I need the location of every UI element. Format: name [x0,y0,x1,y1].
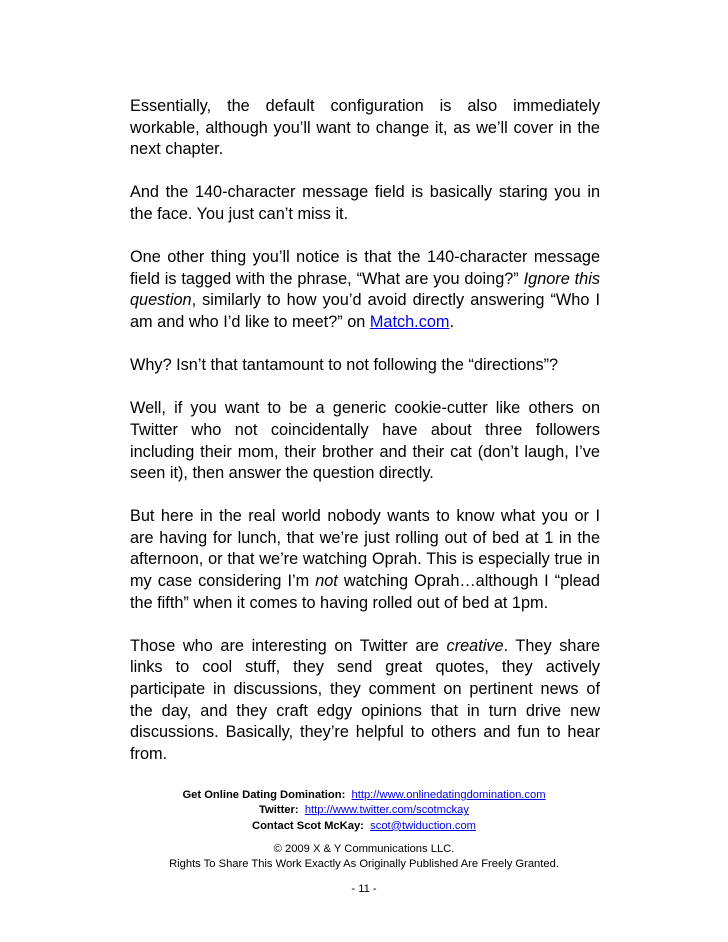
footer-twitter-label: Twitter: [259,804,299,817]
paragraph-6-emphasis: not [315,572,338,591]
footer-contact-line [0,819,728,834]
footer-twitter-line [0,803,728,818]
footer-promo-line [0,788,728,803]
paragraph-7-emphasis: creative [446,636,504,655]
paragraph-3-emphasis: Ignore this question [130,269,600,310]
paragraph-2 [130,182,600,225]
paragraph-7 [130,636,600,766]
copyright-line: © 2009 X & Y Communications LLC. [273,843,455,855]
footer-copyright [0,842,728,873]
footer-links [0,788,728,834]
paragraph-4 [130,355,600,377]
paragraph-7-text-b: . They share links to cool stuff, they send great quotes, they actively participate in discussions, they comment on pertinent news of the day, and they craft edgy opinions that in turn drive new discussions. Basically, they’re helpful to others and fun to hear from. [130,636,600,763]
paragraph-2-text: And the 140-character message field is basically staring you in the face. You just can’t miss it. [130,183,600,223]
footer-promo-link[interactable]: http://www.onlinedatingdomination.com [351,789,546,801]
paragraph-7-text-a: Those who are interesting on Twitter are [130,636,447,655]
footer-contact-email-link[interactable]: scot@twiduction.com [370,819,476,832]
paragraph-6-text-a: But here in the real world nobody wants to know what you or I are having for lunch, that we’re just rolling out of bed at 1 in the afternoon, or that we’re watching Oprah. This is especially true in my case considering I’m [130,507,600,591]
paragraph-1 [130,96,600,161]
match-com-link[interactable]: Match.com [369,312,450,331]
paragraph-3-text-a: One other thing you’ll notice is that the 140-character message field is tagged with the phrase, “What are you doing?” [130,248,600,288]
footer-contact-label: Contact Scot McKay: [252,819,364,832]
paragraph-4-text: Why? Isn’t that tantamount to not following the “directions”? [130,356,559,375]
page-number: - 11 - [351,883,377,895]
paragraph-5-text: Well, if you want to be a generic cookie-cutter like others on Twitter who not coincidentally have about three followers including their mom, their brother and their cat (don’t laugh, I’ve seen it), then answer the question directly. [130,399,600,483]
footer-twitter-link[interactable]: http://www.twitter.com/scotmckay [304,804,469,817]
paragraph-3 [130,247,600,333]
body-text [130,96,600,787]
paragraph-6 [130,506,600,614]
paragraph-1-text: Essentially, the default configuration is also immediately workable, although you’ll want to change it, as we’ll cover in the next chapter. [130,97,600,159]
paragraph-5 [130,398,600,484]
paragraph-3-text-b: , similarly to how you’d avoid directly answering “Who I am and who I’d like to meet?” on [130,291,600,331]
rights-line: Rights To Share This Work Exactly As Originally Published Are Freely Granted. [169,858,559,871]
paragraph-6-text-b: watching Oprah…although I “plead the fifth” when it comes to having rolled out of bed at 1pm. [130,572,600,612]
footer-promo-label: Get Online Dating Domination: [182,789,346,801]
paragraph-3-text-c: . [449,312,454,331]
